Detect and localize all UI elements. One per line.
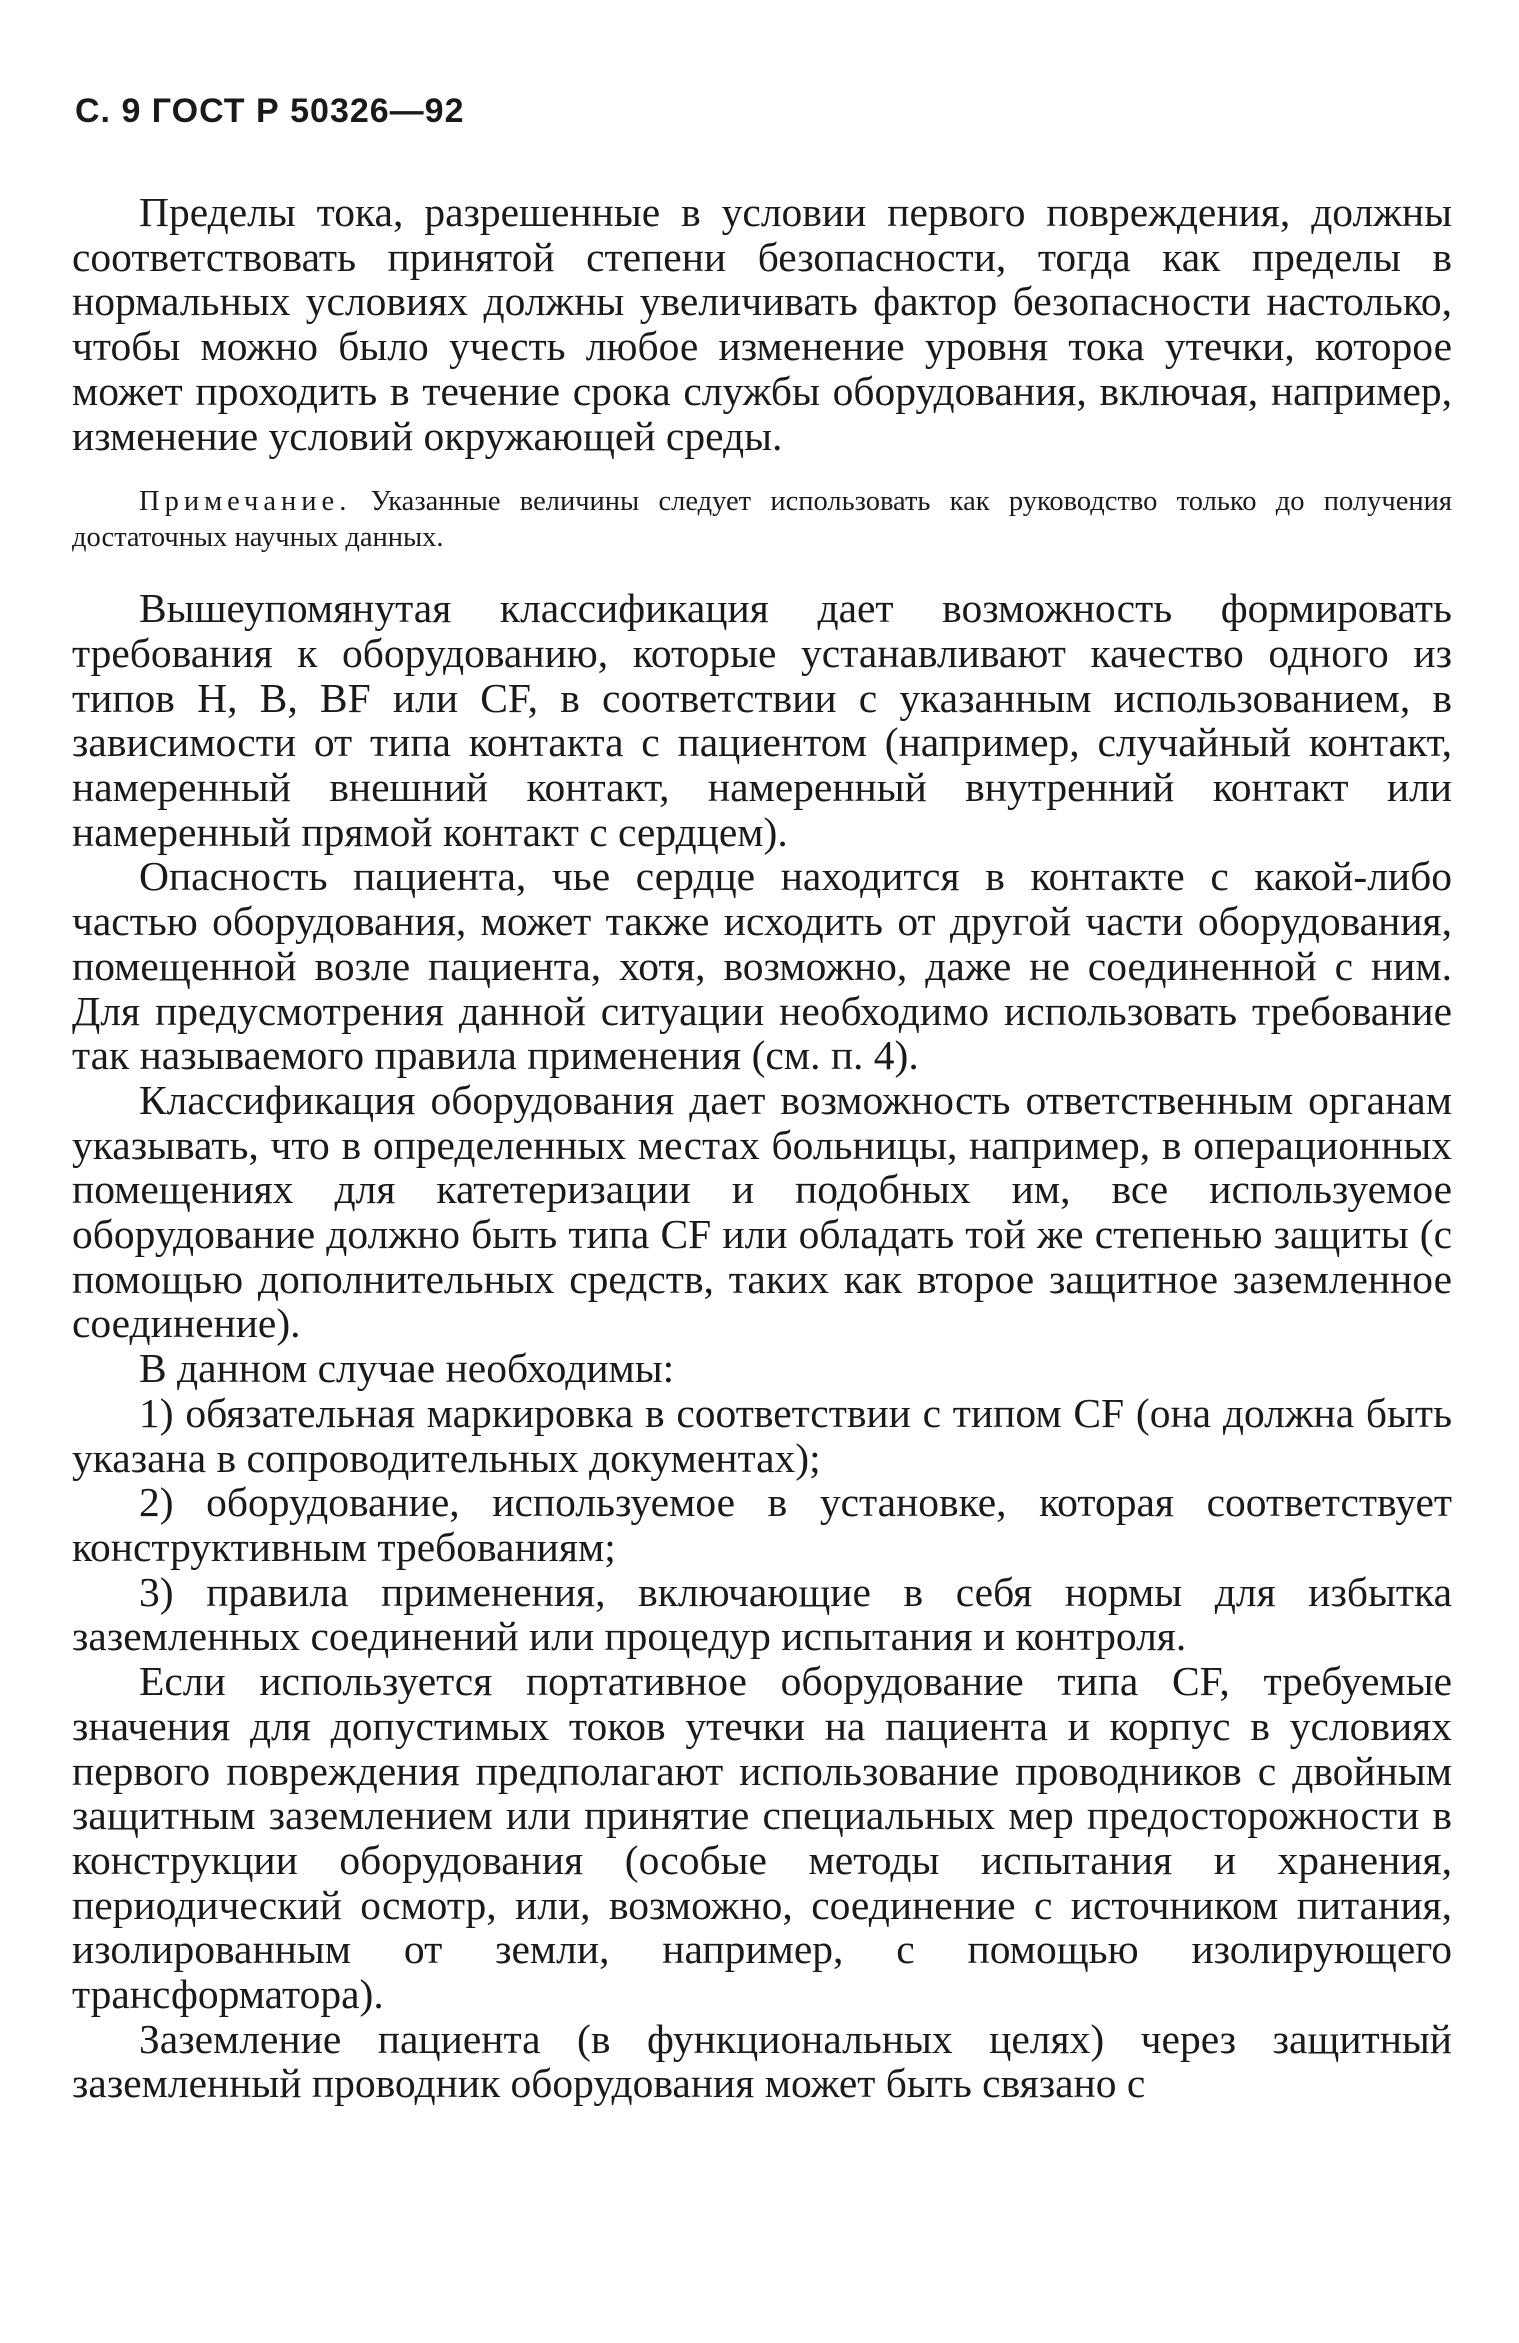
list-item-3: 3) правила применения, включающие в себя нормы для избытка заземленных соединений или процедур испытания и контроля. bbox=[72, 1568, 1452, 1660]
list-item-2: 2) оборудование, используемое в установке, которая соответствует конструктивным требованиям; bbox=[72, 1479, 1452, 1570]
page-header: С. 9 ГОСТ Р 50326—92 bbox=[75, 92, 465, 130]
paragraph-classification: Вышеупомянутая классификация дает возможность формировать требования к оборудованию, которые устанавливают качество одного из типов H, B, BF или CF, в соответствии с указанным использованием, в зависимости от типа контакта с пациентом (например, случайный контакт, намеренный внешний контакт, намеренный внутренний контакт или намеренный прямой контакт с сердцем). bbox=[72, 585, 1452, 855]
document-body bbox=[72, 190, 1452, 2106]
paragraph-equipment-classification: Классификация оборудования дает возможность ответственным органам указывать, что в определенных местах больницы, например, в операционных помещениях для катетеризации и подобных им, все используемое оборудование должно быть типа CF или обладать той же степенью защиты (с помощью дополнительных средств, таких как второе защитное заземленное соединение). bbox=[72, 1076, 1452, 1347]
paragraph-requirements-intro: В данном случае необходимы: bbox=[139, 1345, 675, 1392]
paragraph-current-limits: Пределы тока, разрешенные в условии первого повреждения, должны соответствовать принятой степени безопасности, тогда как пределы в нормальных условиях должны увеличивать фактор безопасности настолько, чтобы можно было учесть любое изменение уровня тока утечки, которое может проходить в течение срока службы оборудования, включая, например, изменение условий окружающей среды. bbox=[72, 189, 1452, 459]
paragraph-patient-danger: Опасность пациента, чье сердце находится в контакте с какой-либо частью оборудования, может также исходить от другой части оборудования, помещенной возле пациента, хотя, возможно, даже не соединенной с ним. Для предусмотрения данной ситуации необходимо использовать требование так называемого правила применения (см. п. 4). bbox=[72, 853, 1452, 1079]
paragraph-portable-equipment: Если используется портативное оборудование типа CF, требуемые значения для допустимых токов утечки на пациента и корпус в условиях первого повреждения предполагают использование проводников с двойным защитным заземлением или принятие специальных мер предосторожности в конструкции оборудования (особые методы испытания и хранения, периодический осмотр, или, возможно, соединение с источником питания, изолированным от земли, например, с помощью изолирующего трансформатора). bbox=[72, 1658, 1452, 2018]
note bbox=[72, 484, 1452, 556]
list-item-1: 1) обязательная маркировка в соответствии с типом CF (она должна быть указана в сопроводительных документах); bbox=[72, 1389, 1452, 1481]
note-text: Указанные величины следует использовать как руководство только до получения достаточных научных данных. bbox=[72, 486, 1452, 554]
note-label: Примечание. bbox=[139, 486, 352, 518]
paragraph-patient-grounding: Заземление пациента (в функциональных целях) через защитный заземленный проводник оборудования может быть связано с bbox=[72, 2015, 1452, 2107]
